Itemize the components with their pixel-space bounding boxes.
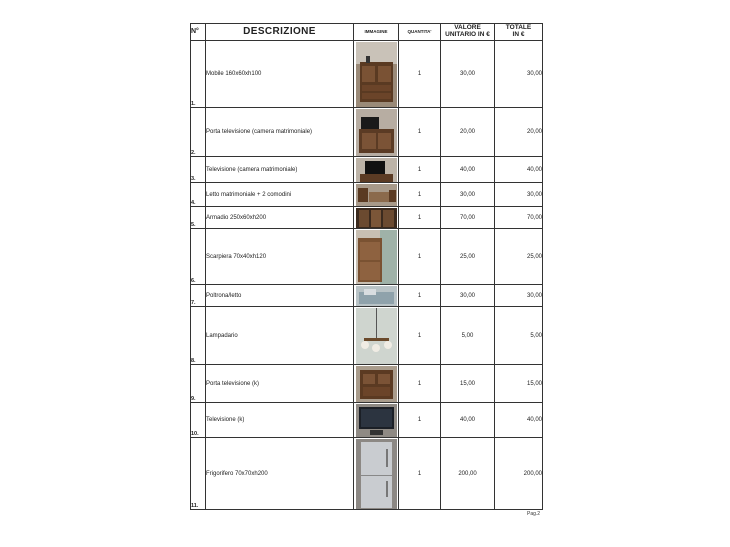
row-number: 9. xyxy=(191,365,206,403)
row-quantity: 1 xyxy=(399,157,441,183)
table-row xyxy=(191,229,543,285)
row-number: 2. xyxy=(191,108,206,157)
table-row xyxy=(191,157,543,183)
row-description: Televisione (k) xyxy=(206,403,354,438)
row-total: 30,00 xyxy=(495,183,543,207)
kitchen-tv-stand-photo xyxy=(356,366,397,402)
row-number: 1. xyxy=(191,41,206,108)
row-total: 20,00 xyxy=(495,108,543,157)
row-number: 8. xyxy=(191,307,206,365)
row-quantity: 1 xyxy=(399,403,441,438)
row-quantity: 1 xyxy=(399,229,441,285)
row-total: 30,00 xyxy=(495,285,543,307)
row-total: 5,00 xyxy=(495,307,543,365)
row-description: Scarpiera 70x40xh120 xyxy=(206,229,354,285)
row-quantity: 1 xyxy=(399,41,441,108)
row-total: 70,00 xyxy=(495,207,543,229)
row-description: Letto matrimoniale + 2 comodini xyxy=(206,183,354,207)
row-description: Lampadario xyxy=(206,307,354,365)
table-row xyxy=(191,285,543,307)
row-unit-value: 40,00 xyxy=(441,403,495,438)
header-total xyxy=(495,24,543,41)
kitchen-tv-photo xyxy=(356,404,397,437)
row-total: 15,00 xyxy=(495,365,543,403)
tv-stand-photo xyxy=(356,109,397,156)
row-total: 40,00 xyxy=(495,157,543,183)
header-unit-value xyxy=(441,24,495,41)
row-number: 3. xyxy=(191,157,206,183)
header-image: IMMAGINE xyxy=(354,24,399,41)
header-unit-value-line1: VALORE xyxy=(454,24,481,32)
row-number: 6. xyxy=(191,229,206,285)
row-unit-value: 15,00 xyxy=(441,365,495,403)
chandelier-photo xyxy=(356,308,397,364)
row-quantity: 1 xyxy=(399,108,441,157)
row-quantity: 1 xyxy=(399,438,441,510)
armchair-bed-photo xyxy=(356,286,397,306)
tv-photo xyxy=(356,158,397,182)
table-row xyxy=(191,183,543,207)
table-row xyxy=(191,41,543,108)
table-row xyxy=(191,365,543,403)
table-row xyxy=(191,108,543,157)
row-number: 10. xyxy=(191,403,206,438)
row-quantity: 1 xyxy=(399,307,441,365)
table-row xyxy=(191,403,543,438)
table-row xyxy=(191,438,543,510)
row-unit-value: 30,00 xyxy=(441,285,495,307)
row-unit-value: 70,00 xyxy=(441,207,495,229)
cabinet-photo xyxy=(356,42,397,107)
row-unit-value: 5,00 xyxy=(441,307,495,365)
shoe-rack-photo xyxy=(356,230,397,284)
bed-photo xyxy=(356,184,397,206)
row-number: 7. xyxy=(191,285,206,307)
row-unit-value: 30,00 xyxy=(441,41,495,108)
row-quantity: 1 xyxy=(399,183,441,207)
row-unit-value: 200,00 xyxy=(441,438,495,510)
wardrobe-photo xyxy=(356,208,397,228)
row-description: Poltrona/letto xyxy=(206,285,354,307)
fridge-photo xyxy=(356,439,397,509)
header-unit-value-line2: UNITARIO IN € xyxy=(445,31,490,38)
row-total: 25,00 xyxy=(495,229,543,285)
inventory-table xyxy=(190,23,543,510)
row-unit-value: 20,00 xyxy=(441,108,495,157)
row-unit-value: 40,00 xyxy=(441,157,495,183)
table-row xyxy=(191,307,543,365)
header-row xyxy=(191,24,543,41)
row-description: Armadio 250x60xh200 xyxy=(206,207,354,229)
header-quantity: QUANTITA' xyxy=(399,24,441,41)
row-unit-value: 30,00 xyxy=(441,183,495,207)
row-description: Frigorifero 70x70xh200 xyxy=(206,438,354,510)
page-number: Pag.2 xyxy=(527,511,541,517)
row-quantity: 1 xyxy=(399,365,441,403)
row-total: 30,00 xyxy=(495,41,543,108)
header-total-line1: TOTALE xyxy=(505,24,532,32)
row-total: 40,00 xyxy=(495,403,543,438)
row-unit-value: 25,00 xyxy=(441,229,495,285)
row-total: 200,00 xyxy=(495,438,543,510)
row-number: 11. xyxy=(191,438,206,510)
row-description: Porta televisione (camera matrimoniale) xyxy=(206,108,354,157)
row-quantity: 1 xyxy=(399,207,441,229)
row-description: Televisione (camera matrimoniale) xyxy=(206,157,354,183)
row-number: 5. xyxy=(191,207,206,229)
header-number: N° xyxy=(191,24,206,41)
header-description: DESCRIZIONE xyxy=(206,24,354,41)
header-total-line2: IN € xyxy=(512,31,525,38)
row-description: Mobile 160x60xh100 xyxy=(206,41,354,108)
row-number: 4. xyxy=(191,183,206,207)
row-quantity: 1 xyxy=(399,285,441,307)
table-row xyxy=(191,207,543,229)
row-description: Porta televisione (k) xyxy=(206,365,354,403)
